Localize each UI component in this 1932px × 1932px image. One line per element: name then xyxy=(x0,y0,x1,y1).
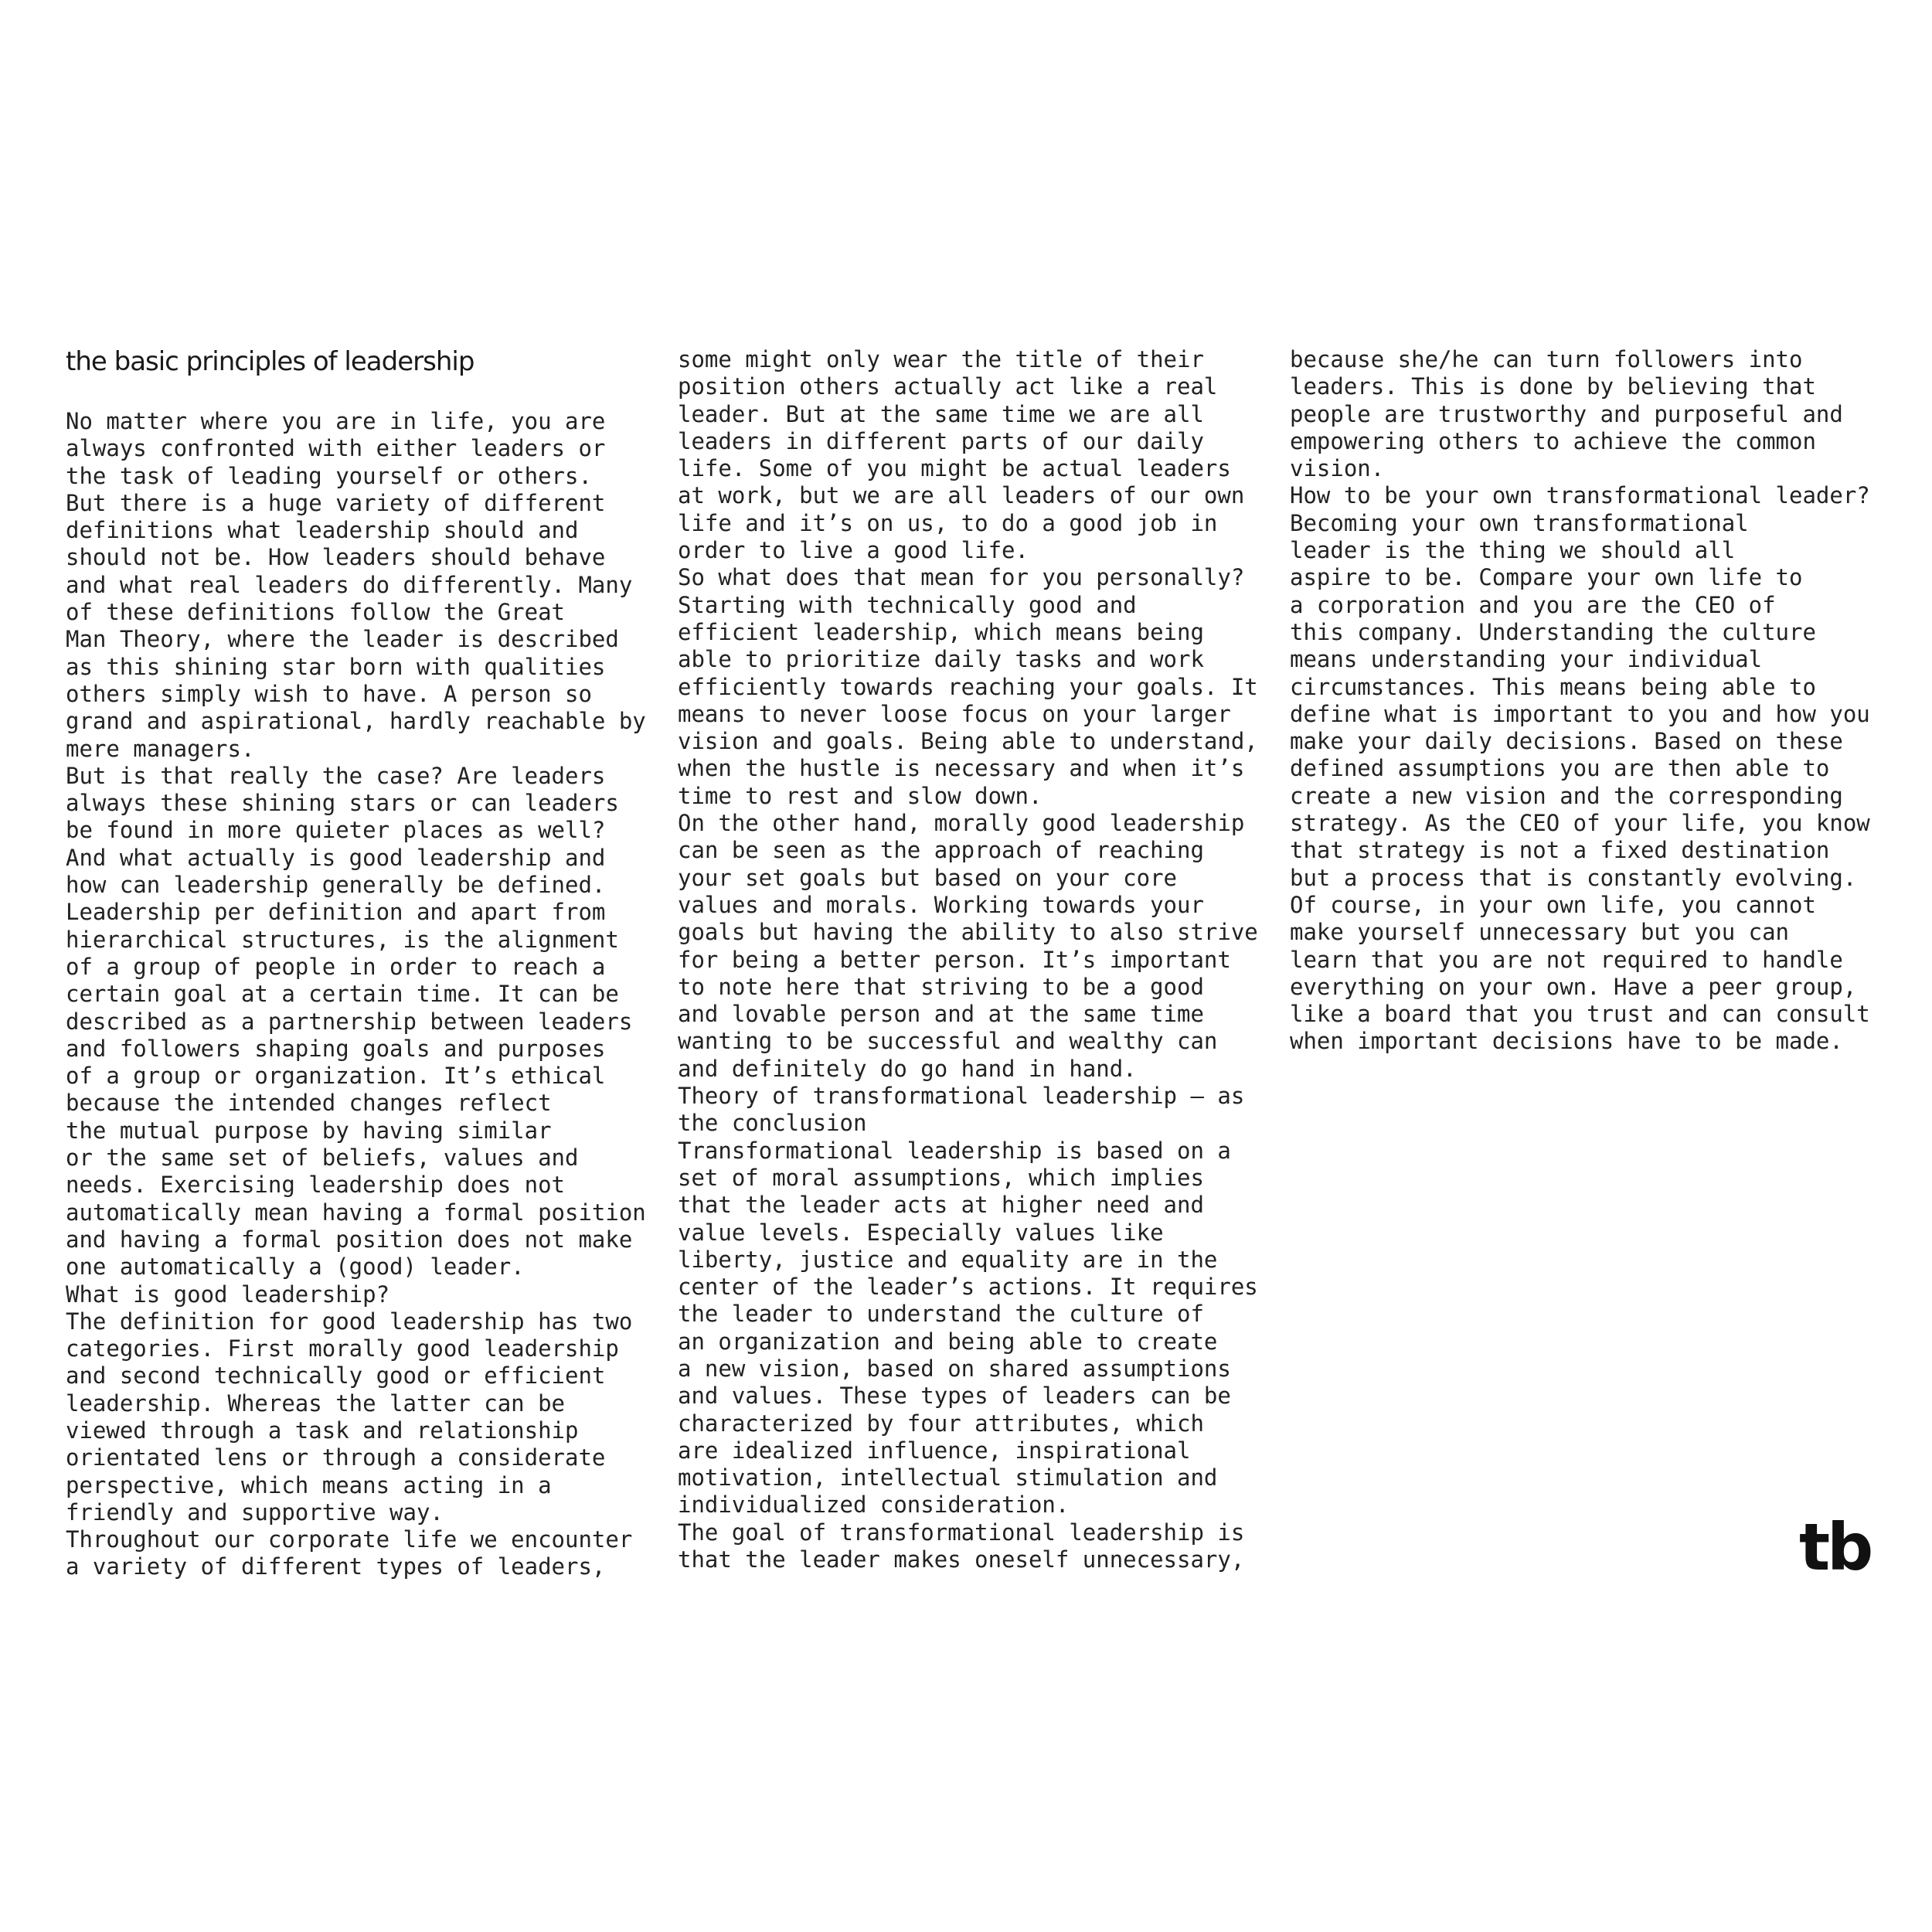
brand-logo: tb xyxy=(1799,1509,1871,1585)
text-column-1: No matter where you are in life, you are always confronted with either leaders or the task of leading yourself or others. But there is a huge variety of different definitions what leadership should and should not be. How leaders should behave and what real leaders do differently. Many of these definitions follow the Great Man Theory, where the leader is described as this shining star born with qualities others simply wish to have. A person so grand and aspirational, hardly reachable by mere managers. But is that really the case? Are leaders always these shining stars or can leaders be found in more quieter places as well? And what actually is good leadership and how can leadership generally be defined. Leadership per definition and apart from hierarchical structures, is the alignment of a group of people in order to reach a certain goal at a certain time. It can be described as a partnership between leaders and followers shaping goals and purposes of a group or organization. It’s ethical because the intended changes reflect the mutual purpose by having similar or the same set of beliefs, values and needs. Exercising leadership does not automatically mean having a formal position and having a formal position does not make one automatically a (good) leader. What is good leadership? The definition for good leadership has two categories. First morally good leadership and second technically good or efficient leadership. Whereas the latter can be viewed through a task and relationship orientated lens or through a considerate perspective, which means acting in a friendly and supportive way. Throughout our corporate life we encounter a variety of different types of leaders, xyxy=(66,408,646,1580)
text-column-2: some might only wear the title of their position others actually act like a real leader. But at the same time we are all leaders in different parts of our daily life. Some of you might be actual leaders at work, but we are all leaders of our own life and it’s on us, to do a good job in order to live a good life. So what does that mean for you personally? Starting with technically good and efficient leadership, which means being able to prioritize daily tasks and work efficiently towards reaching your goals. It means to never loose focus on your larger vision and goals. Being able to understand, when the hustle is necessary and when it’s time to rest and slow down. On the other hand, morally good leadership can be seen as the approach of reaching your set goals but based on your core values and morals. Working towards your goals but having the ability to also strive for being a better person. It’s important to note here that striving to be a good and lovable person and at the same time wanting to be successful and wealthy can and definitely do go hand in hand. Theory of transformational leadership – as the conclusion Transformational leadership is based on a set of moral assumptions, which implies that the leader acts at higher need and value levels. Especially values like liberty, justice and equality are in the center of the leader’s actions. It requires the leader to understand the culture of an organization and being able to create a new vision, based on shared assumptions and values. These types of leaders can be characterized by four attributes, which are idealized influence, inspirational motivation, intellectual stimulation and individualized consideration. The goal of transformational leadership is that the leader makes oneself unnecessary, xyxy=(678,346,1258,1573)
document-title: the basic principles of leadership xyxy=(66,346,474,377)
text-column-3: because she/he can turn followers into leaders. This is done by believing that people are trustworthy and purposeful and empowering others to achieve the common vision. How to be your own transformational leader? Becoming your own transformational leader is the thing we should all aspire to be. Compare your own life to a corporation and you are the CEO of this company. Understanding the culture means understanding your individual circumstances. This means being able to define what is important to you and how you make your daily decisions. Based on these defined assumptions you are then able to create a new vision and the corresponding strategy. As the CEO of your life, you know that strategy is not a fixed destination but a process that is constantly evolving. Of course, in your own life, you cannot make yourself unnecessary but you can learn that you are not required to handle everything on your own. Have a peer group, like a board that you trust and can consult when important decisions have to be made. xyxy=(1290,346,1870,1055)
